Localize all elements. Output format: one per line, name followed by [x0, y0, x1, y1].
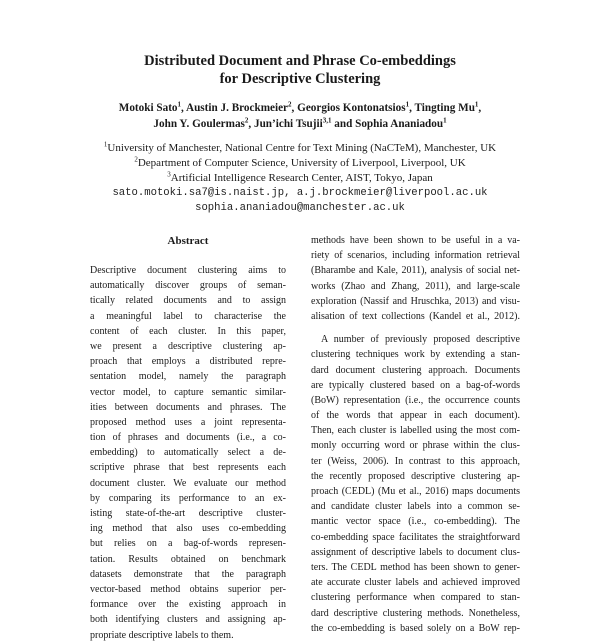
text-line: monly occurring word or phrase within the clus- — [311, 440, 520, 452]
text-line: a meaningful label to characterise the — [90, 310, 286, 322]
text-line: automatically discover groups of seman- — [90, 280, 286, 292]
email-line[interactable]: sato.motoki.sa7@is.naist.jp, a.j.brockmeier@liverpool.ac.uk — [112, 187, 488, 199]
author-sep: , — [291, 102, 298, 114]
author-name: Motoki Sato — [118, 102, 178, 114]
text-line: embedding) to automatically select a de- — [90, 447, 286, 459]
affiliation — [40, 171, 560, 186]
author-name: Jun’ichi Tsujii — [253, 118, 323, 130]
affiliation-sup: 3 — [167, 170, 171, 179]
author-sup: 3,1 — [322, 116, 332, 125]
author-sep: , — [409, 102, 415, 114]
text-line: Descriptive document clustering aims to — [90, 265, 286, 276]
intro-paragraph-1 — [311, 233, 520, 324]
text-line: A number of previously proposed descriptive — [321, 334, 520, 346]
author-sep: , — [248, 118, 254, 130]
author-name: John Y. Goulermas — [153, 118, 245, 130]
email-line[interactable]: sophia.ananiadou@manchester.ac.uk — [195, 202, 405, 214]
text-line: we present a descriptive clustering ap- — [90, 340, 286, 352]
affiliations — [40, 141, 560, 186]
text-line: formance over the existing approach in — [90, 599, 286, 611]
text-line: document cluster. We evaluate our method — [90, 477, 286, 489]
text-line: vector model, to capture semantic similar- — [90, 386, 286, 398]
affiliation-sup: 1 — [103, 140, 108, 149]
author-line-1 — [60, 100, 540, 116]
text-line: of the words that appear in each document). — [311, 410, 520, 422]
text-line: riety of scenarios, including information retrieval — [311, 250, 520, 262]
author-list — [60, 100, 540, 132]
text-line: datasets demonstrate that the paragraph — [90, 568, 286, 580]
author-name: Sophia Ananiadou — [355, 118, 444, 130]
affiliation-text: University of Manchester, National Centre for Text Mining (NaCTeM), Manchester, UK — [107, 142, 497, 154]
title-line-2: for Descriptive Clustering — [219, 71, 381, 87]
text-line: ters. The CEDL method has been shown to gener- — [311, 561, 520, 573]
text-line: mantic vector space (i.e., co-embedding). The — [311, 516, 520, 528]
introduction-body — [311, 233, 520, 636]
paper-title — [100, 52, 500, 88]
author-name: Tingting Mu — [414, 102, 475, 114]
author-sep: , — [181, 102, 186, 114]
text-line: scriptive phrase that best represents each — [90, 462, 286, 474]
text-line: Then, each cluster is labelled using the most com- — [311, 425, 520, 437]
text-line: assignment of descriptive labels to document clus- — [311, 546, 520, 558]
author-sup: 2 — [288, 100, 292, 109]
text-line: but relies on a bag-of-words represen- — [90, 538, 286, 550]
author-sep: and — [331, 118, 356, 130]
text-line: tion of phrases and documents (i.e., a co- — [90, 432, 286, 444]
intro-paragraph-2 — [311, 332, 520, 636]
affiliation — [40, 141, 560, 156]
text-line: propriate descriptive labels to them. — [90, 629, 234, 641]
text-line: co-embedding space facilitates the straightforward — [311, 531, 520, 543]
text-line: vector-based method obtains superior per- — [90, 583, 286, 595]
author-emails — [40, 186, 560, 216]
affiliation-text: Department of Computer Science, University of Liverpool, Liverpool, UK — [137, 157, 466, 169]
text-line: proach (CEDL) (Mu et al., 2016) maps documents — [311, 486, 520, 497]
text-line: content of each cluster. In this paper, — [90, 325, 286, 337]
affiliation — [40, 156, 560, 171]
text-line: isting state-of-the-art descriptive cluster- — [90, 508, 286, 519]
text-line: ing method that also uses co-embedding — [90, 523, 286, 535]
text-line: clustering performance when compared to stan- — [311, 592, 520, 604]
text-line: clustering techniques work by extending a stan- — [311, 349, 520, 361]
text-line: works (Zhao and Zhang, 2011), and large-scale — [311, 280, 520, 292]
text-line: ter (Weiss, 2006). In contrast to this approach, — [311, 455, 520, 467]
text-line: sentation model, namely the paragraph — [90, 371, 286, 383]
text-line: proposed method uses a joint representa- — [90, 416, 286, 428]
affiliation-sup: 2 — [134, 155, 138, 164]
text-line: dard document clustering approach. Documents — [311, 364, 520, 376]
author-name: Georgios Kontonatsios — [297, 102, 406, 114]
text-line: alisation of text collections (Kandel et al., 2012). — [311, 310, 520, 322]
text-line: by comparing its performance to an ex- — [90, 492, 286, 504]
text-line: are typically clustered based on a bag-of-words — [311, 379, 520, 391]
text-line: the recently proposed descriptive clustering ap- — [311, 470, 520, 482]
author-sup: 1 — [405, 100, 410, 109]
text-line: (BoW) representation (i.e., the occurrence counts — [311, 394, 520, 406]
author-line-2 — [60, 116, 540, 132]
text-line: both identifying clusters and assigning ap- — [90, 614, 286, 626]
text-line: ities between documents and phrases. The — [90, 401, 286, 413]
author-sup: 1 — [474, 100, 479, 109]
text-line: and candidate cluster labels into a common se- — [311, 501, 520, 513]
text-line: the co-embedding is based solely on a BoW rep- — [311, 622, 520, 634]
title-line-1: Distributed Document and Phrase Co-embeddings — [144, 53, 456, 69]
text-line: methods have been shown to be useful in a va- — [311, 235, 520, 246]
text-line: dard descriptive clustering methods. Nonetheless, — [311, 607, 520, 619]
author-sup: 1 — [443, 116, 447, 125]
author-sup: 1 — [177, 100, 182, 109]
text-line: proach that employs a distributed repre- — [90, 356, 286, 368]
text-line: ate accurate cluster labels and achieved improved — [311, 577, 520, 589]
author-sup: 2 — [244, 116, 249, 125]
abstract-heading: Abstract — [167, 235, 209, 247]
text-line: tation. Results obtained on benchmark — [90, 553, 286, 565]
author-sep: , — [478, 102, 482, 114]
text-line: exploration (Nassif and Hruschka, 2013) and visu- — [311, 295, 520, 307]
abstract-body — [90, 263, 286, 643]
affiliation-text: Artificial Intelligence Research Center, AIST, Tokyo, Japan — [170, 172, 433, 184]
text-line: (Bharambe and Kale, 2011), analysis of social net- — [311, 265, 520, 277]
author-name: Austin J. Brockmeier — [186, 102, 289, 114]
text-line: tically related documents and to assign — [90, 295, 286, 307]
